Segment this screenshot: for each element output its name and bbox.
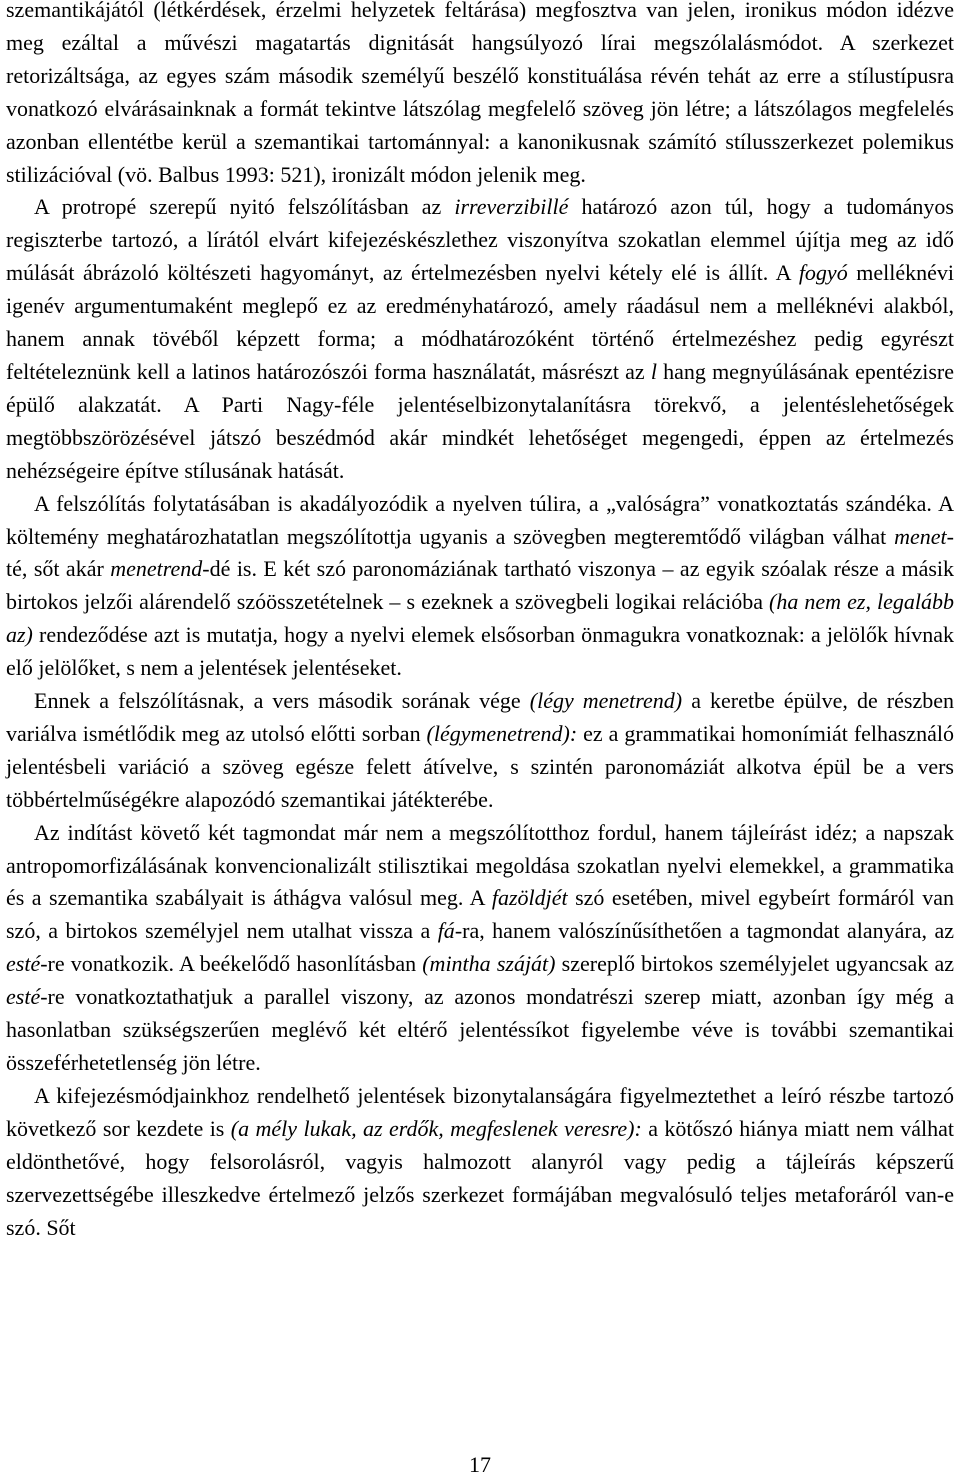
italic-text-run: fazöldjét	[491, 885, 568, 911]
text-run: -re vonatkozik. A beékelődő hasonlításban	[40, 951, 423, 977]
italic-text-run: fá	[437, 918, 455, 944]
paragraph	[6, 191, 954, 487]
text-run: a keretbe épülve, de részben variálva ismétlődik meg az utolsó előtti sorban	[6, 688, 954, 746]
text-run: hang megnyúlásának epentézisre épülő alakzatát. A Parti Nagy-féle jelentéselbizonytalanításra törekvő, a jelentéslehetőségek megtöbbszörözésével játszó beszédmód akár mindkét lehetőséget megengedi, éppen az értelmezés nehézségeire építve stílusának hatását.	[6, 358, 955, 483]
text-run: -té, sőt akár	[6, 523, 954, 582]
italic-text-run: fogyó	[798, 260, 848, 286]
italic-text-run: esté	[6, 984, 41, 1010]
text-run: Ennek a felszólításnak, a vers második sorának vége	[34, 688, 530, 714]
italic-text-run: (mintha száját)	[422, 951, 556, 977]
paragraph	[6, 0, 954, 191]
body-text	[6, 0, 954, 1244]
text-run: Az indítást követő két tagmondat már nem a megszólítotthoz fordul, hanem tájleírást idéz; a napszak antropomorfizálásának konvencionalizált stilisztikai megoldása szokatlan nyelvi elemekkel, a grammatika és a szemantika szabályait is áthágva valósul meg. A	[6, 819, 954, 911]
text-run: -dé is. E két szó paronomáziának tartható viszonya – az egyik szóalak része a másik birtokos jelzői alárendelő szóösszetételnek – s ezeknek a szövegbeli logikai relációba	[6, 556, 955, 615]
text-run: melléknévi igenév argumentumaként meglepő ez az eredményhatározó, amely ráadásul nem a melléknévi alakból, hanem annak tövéből képzett forma; a módhatározóként történő értelmezéshez pedig egyrészt feltételeznünk kell a latinos határozószói forma használatát, másrészt az	[6, 260, 954, 384]
page-number: 17	[469, 1452, 491, 1477]
paragraph	[6, 817, 954, 1080]
text-run: A kifejezésmódjainkhoz rendelhető jelentések bizonytalanságára figyelmeztethet a leíró részbe tartozó következő sor kezdete is	[6, 1082, 954, 1141]
italic-text-run: menet	[894, 523, 947, 549]
paragraph	[6, 1080, 954, 1245]
italic-text-run: (légymenetrend):	[426, 720, 578, 746]
text-run: szereplő birtokos személyjelet ugyancsak az	[555, 951, 954, 977]
text-run: A felszólítás folytatásában is akadályozódik a nyelven túlira, a „valóságra” vonatkoztatás szándéka. A költemény meghatározhatatlan megszólítottja ugyanis a szövegben megteremtődő világban válhat	[6, 490, 954, 549]
text-run: ez a grammatikai homonímiát felhasználó jelentésbeli variáció a szöveg egésze felett átívelve, s szintén paronomáziát alkotva épül be a vers többértelműségékre alapozódó szemantikai játékterébe.	[6, 720, 954, 812]
italic-text-run: (légy menetrend)	[529, 688, 683, 714]
text-run: határozó azon túl, hogy a tudományos regiszterbe tartozó, a lírától elvárt kifejezéskészlethez viszonyítva szokatlan elemmel újítja meg az idő múlását ábrázoló költészeti hagyományt, az értelmezésben nyelvi kétely elé is állít. A	[6, 194, 954, 286]
italic-text-run: (a mély lukak, az erdők, megfeslenek veresre):	[230, 1115, 642, 1141]
italic-text-run: esté	[6, 951, 41, 977]
italic-text-run: irreverzibillé	[454, 194, 569, 220]
italic-text-run: menetrend	[110, 556, 203, 582]
text-run: A protropé szerepű nyitó felszólításban az	[34, 194, 455, 220]
text-run: a kötőszó hiánya miatt nem válhat eldönthetővé, hogy felsorolásról, vagyis halmozott alanyról vagy pedig a tájleírás képszerű szervezettségébe illeszkedve értelmező jelzős szerkezet formájában megvalósuló teljes metaforáról van-e szó. Sőt	[6, 1115, 954, 1240]
text-run: szó esetében, mivel egybeírt formáról van szó, a birtokos személyjel nem utalhat vissza a	[6, 885, 954, 944]
text-run: szemantikájától (létkérdések, érzelmi helyzetek feltárása) megfosztva van jelen, ironikus módon idézve meg ezáltal a művészi magatartás dignitását hangsúlyozó lírai megszólalásmódot. A szerkezet retorizáltsága, az egyes szám második személyű beszélő konstituálása révén tehát az erre a stílustípusra vonatkozó elvárásainknak a formát tekintve látszólag megfelelő szöveg jön létre; a látszólagos megfelelés azonban ellentétbe kerül a szemantikai tartománnyal: a kanonikusnak számító stílusszerkezet polemikus stilizációval (vö. Balbus 1993: 521), ironizált módon jelenik meg.	[6, 0, 954, 187]
text-run: -re vonatkoztathatjuk a parallel viszony, az azonos mondatrészi szerep miatt, azonban így még a hasonlatban szükségszerűen meglévő két eltérő jelentéssíkot figyelembe véve is további szemantikai összeférhetetlenség jön létre.	[6, 984, 954, 1075]
text-run: rendeződése azt is mutatja, hogy a nyelvi elemek elsősorban önmagukra vonatkoznak: a jelölők hívnak elő jelölőket, s nem a jelentések jelentéseket.	[6, 622, 954, 681]
text-run: -ra, hanem valószínűsíthetően a tagmondat alanyára, az	[454, 918, 954, 944]
italic-text-run: l	[650, 358, 657, 384]
paragraph	[6, 685, 954, 817]
paragraph	[6, 488, 954, 685]
italic-text-run: (ha nem ez, legalább az)	[6, 589, 955, 648]
